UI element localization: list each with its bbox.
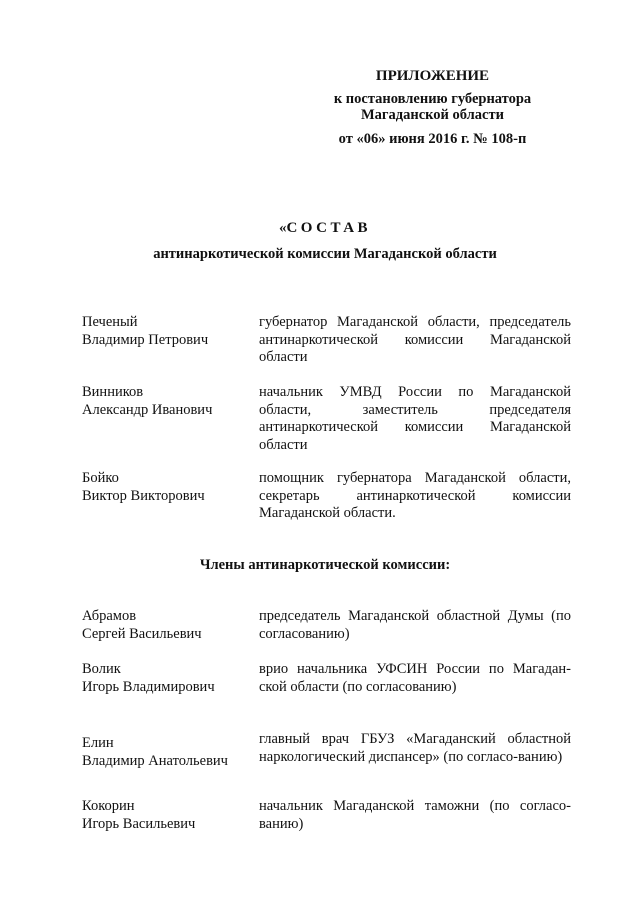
person-surname: Абрамов [82, 608, 137, 624]
person-surname: Волик [82, 661, 121, 677]
person-role: губернатор Магаданской области, председатель антинаркотической комиссии Магаданской области [259, 314, 571, 365]
title-open-quote: « [278, 220, 287, 236]
person-role: начальник Магаданской таможни (по согласо-ванию) [259, 798, 571, 832]
person-surname: Винников [82, 384, 144, 400]
person-role: главный врач ГБУЗ «Магаданский областной наркологический диспансер» (по согласо-ванию) [259, 731, 571, 765]
person-role: врио начальника УФСИН России по Магадан-ской области (по согласованию) [259, 661, 571, 695]
person-name [82, 798, 252, 833]
person-role: начальник УМВД России по Магаданской области, заместитель председателя антинаркотической комиссии Магаданской области [259, 384, 571, 453]
person-given-names: Игорь Владимирович [82, 678, 215, 695]
person-surname: Кокорин [82, 798, 135, 814]
appendix-line-2: Магаданской области [361, 107, 504, 123]
person-name [82, 470, 252, 505]
person-given-names: Владимир Петрович [82, 331, 209, 348]
person-surname: Елин [82, 735, 114, 751]
appendix-heading: ПРИЛОЖЕНИЕ [375, 68, 490, 84]
person-given-names: Сергей Васильевич [82, 625, 202, 642]
appendix-block [300, 68, 565, 147]
person-name [82, 735, 252, 770]
person-surname: Бойко [82, 470, 119, 486]
person-given-names: Александр Иванович [82, 401, 213, 418]
person-role: председатель Магаданской областной Думы (по согласованию) [259, 608, 571, 642]
person-name [82, 608, 252, 643]
appendix-line-1: к постановлению губернатора [333, 91, 532, 107]
document-title [0, 220, 640, 237]
person-name [82, 314, 252, 349]
person-name [82, 661, 252, 696]
person-name [82, 384, 252, 419]
person-given-names: Владимир Анатольевич [82, 752, 228, 769]
person-given-names: Виктор Викторович [82, 487, 205, 504]
document-subtitle: антинаркотической комиссии Магаданской области [153, 246, 497, 262]
person-surname: Печеный [82, 314, 138, 330]
appendix-date-line: от «06» июня 2016 г. № 108-п [338, 131, 527, 147]
person-given-names: Игорь Васильевич [82, 815, 196, 832]
title-word: СОСТАВ [286, 220, 372, 236]
members-heading: Члены антинаркотической комиссии: [199, 557, 451, 573]
person-role: помощник губернатора Магаданской области, секретарь антинаркотической комиссии Магаданской области. [259, 470, 571, 521]
